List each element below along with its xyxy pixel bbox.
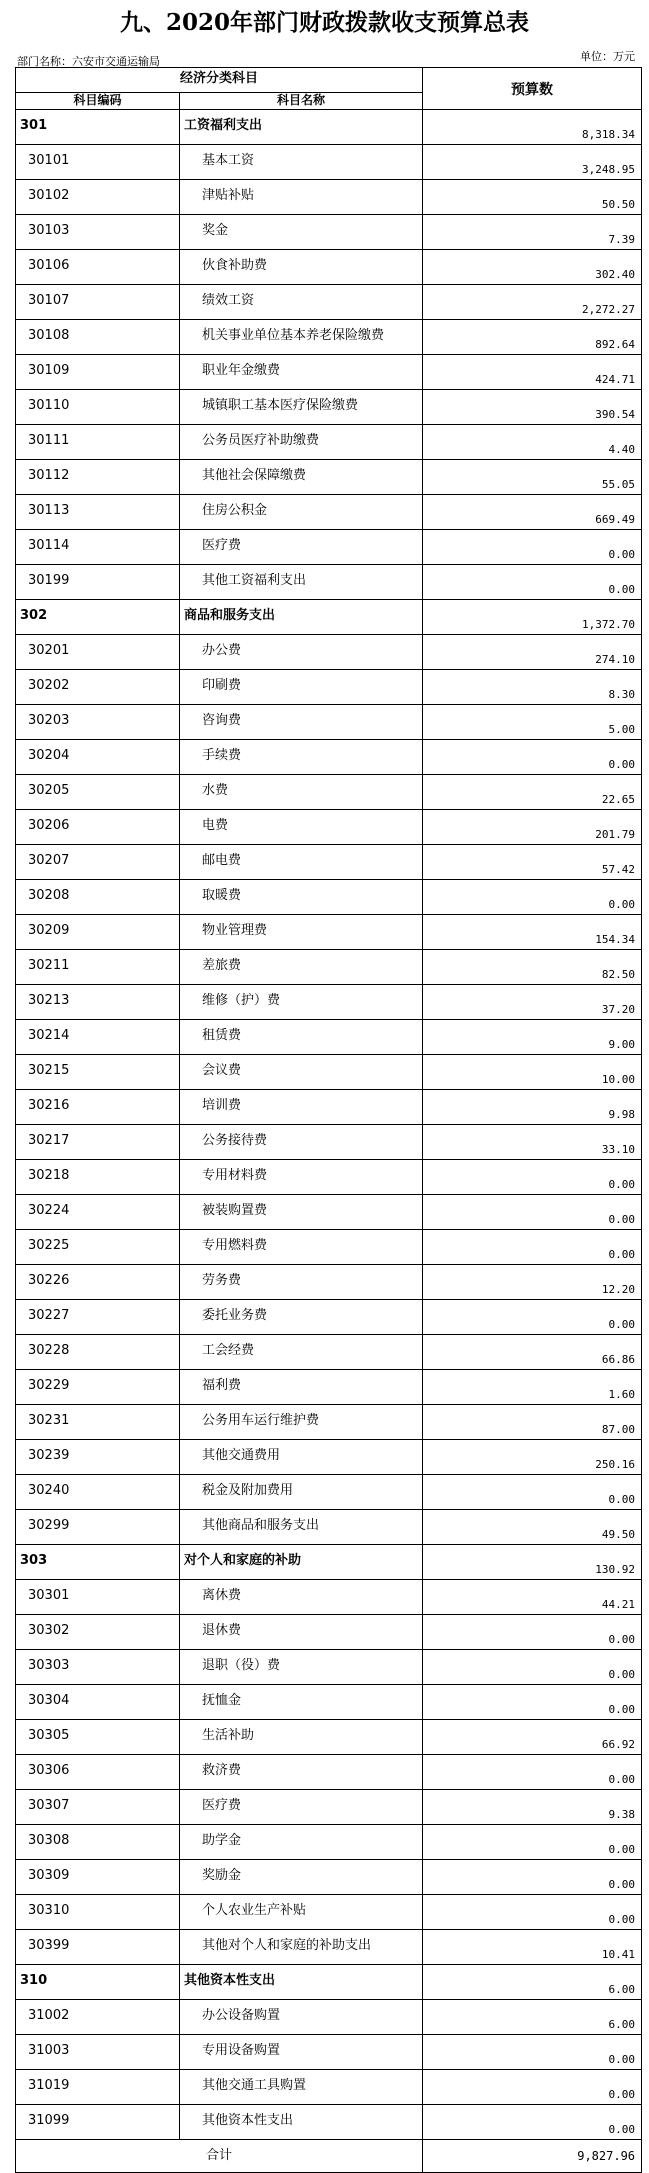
- amount-cell: 7.39: [423, 215, 642, 250]
- code-cell: 30239: [16, 1440, 180, 1475]
- name-cell: 被装购置费: [180, 1195, 423, 1230]
- name-cell: 公务员医疗补助缴费: [180, 425, 423, 460]
- table-row: [16, 495, 642, 530]
- name-cell: 租赁费: [180, 1020, 423, 1055]
- amount-header: 预算数: [423, 68, 642, 110]
- table-row: [16, 1860, 642, 1895]
- amount-cell: 0.00: [423, 2070, 642, 2105]
- name-cell: 其他对个人和家庭的补助支出: [180, 1930, 423, 1965]
- name-cell: 印刷费: [180, 670, 423, 705]
- section-row: [16, 1545, 642, 1580]
- amount-cell: 9.98: [423, 1090, 642, 1125]
- amount-cell: 6.00: [423, 1965, 642, 2000]
- code-cell: 30310: [16, 1895, 180, 1930]
- name-cell: 培训费: [180, 1090, 423, 1125]
- table-row: [16, 845, 642, 880]
- amount-cell: 154.34: [423, 915, 642, 950]
- code-cell: 30199: [16, 565, 180, 600]
- name-cell: 抚恤金: [180, 1685, 423, 1720]
- code-cell: 30302: [16, 1615, 180, 1650]
- code-cell: 30216: [16, 1090, 180, 1125]
- name-cell: 办公设备购置: [180, 2000, 423, 2035]
- table-row: [16, 1825, 642, 1860]
- name-cell: 其他交通工具购置: [180, 2070, 423, 2105]
- name-cell: 专用设备购置: [180, 2035, 423, 2070]
- amount-cell: 9.38: [423, 1790, 642, 1825]
- table-row: [16, 2035, 642, 2070]
- code-cell: 30109: [16, 355, 180, 390]
- code-cell: 30214: [16, 1020, 180, 1055]
- code-cell: 30301: [16, 1580, 180, 1615]
- table-row: [16, 145, 642, 180]
- name-cell: 奖励金: [180, 1860, 423, 1895]
- amount-cell: 250.16: [423, 1440, 642, 1475]
- table-row: [16, 740, 642, 775]
- amount-cell: 0.00: [423, 1300, 642, 1335]
- code-cell: 30231: [16, 1405, 180, 1440]
- amount-cell: 892.64: [423, 320, 642, 355]
- table-row: [16, 1755, 642, 1790]
- header-row-1: [16, 68, 642, 93]
- amount-cell: 66.86: [423, 1335, 642, 1370]
- table-row: [16, 1265, 642, 1300]
- amount-cell: 0.00: [423, 1475, 642, 1510]
- table-row: [16, 1195, 642, 1230]
- amount-cell: 12.20: [423, 1265, 642, 1300]
- amount-cell: 0.00: [423, 1650, 642, 1685]
- amount-cell: 274.10: [423, 635, 642, 670]
- table-row: [16, 670, 642, 705]
- code-cell: 30306: [16, 1755, 180, 1790]
- table-row: [16, 1510, 642, 1545]
- amount-cell: 57.42: [423, 845, 642, 880]
- amount-cell: 0.00: [423, 1160, 642, 1195]
- total-label: 合计: [16, 2140, 423, 2173]
- amount-cell: 0.00: [423, 1825, 642, 1860]
- amount-cell: 44.21: [423, 1580, 642, 1615]
- code-cell: 31003: [16, 2035, 180, 2070]
- table-row: [16, 1440, 642, 1475]
- table-row: [16, 425, 642, 460]
- code-cell: 31099: [16, 2105, 180, 2140]
- amount-cell: 55.05: [423, 460, 642, 495]
- name-cell: 生活补助: [180, 1720, 423, 1755]
- name-cell: 基本工资: [180, 145, 423, 180]
- code-cell: 30240: [16, 1475, 180, 1510]
- amount-cell: 201.79: [423, 810, 642, 845]
- table-row: [16, 2105, 642, 2140]
- name-cell: 会议费: [180, 1055, 423, 1090]
- code-cell: 30209: [16, 915, 180, 950]
- table-row: [16, 880, 642, 915]
- table-row: [16, 810, 642, 845]
- name-cell: 医疗费: [180, 1790, 423, 1825]
- table-row: [16, 1125, 642, 1160]
- table-row: [16, 1160, 642, 1195]
- code-cell: 30304: [16, 1685, 180, 1720]
- name-cell: 福利费: [180, 1370, 423, 1405]
- amount-cell: 8.30: [423, 670, 642, 705]
- code-cell: 30213: [16, 985, 180, 1020]
- amount-cell: 50.50: [423, 180, 642, 215]
- name-cell: 维修（护）费: [180, 985, 423, 1020]
- code-cell: 30106: [16, 250, 180, 285]
- code-cell: 303: [16, 1545, 180, 1580]
- amount-cell: 0.00: [423, 1615, 642, 1650]
- section-row: [16, 600, 642, 635]
- name-cell: 机关事业单位基本养老保险缴费: [180, 320, 423, 355]
- name-cell: 对个人和家庭的补助: [180, 1545, 423, 1580]
- code-cell: 30224: [16, 1195, 180, 1230]
- name-cell: 奖金: [180, 215, 423, 250]
- table-row: [16, 1090, 642, 1125]
- table-row: [16, 1405, 642, 1440]
- name-cell: 离休费: [180, 1580, 423, 1615]
- table-row: [16, 1475, 642, 1510]
- amount-cell: 5.00: [423, 705, 642, 740]
- amount-cell: 0.00: [423, 2035, 642, 2070]
- code-cell: 30112: [16, 460, 180, 495]
- table-row: [16, 1685, 642, 1720]
- table-row: [16, 2070, 642, 2105]
- name-cell: 绩效工资: [180, 285, 423, 320]
- code-cell: 30110: [16, 390, 180, 425]
- code-cell: 30204: [16, 740, 180, 775]
- budget-table-body: [16, 68, 642, 2173]
- amount-cell: 0.00: [423, 2105, 642, 2140]
- code-cell: 30225: [16, 1230, 180, 1265]
- table-row: [16, 775, 642, 810]
- name-cell: 工资福利支出: [180, 110, 423, 145]
- code-cell: 30202: [16, 670, 180, 705]
- name-cell: 伙食补助费: [180, 250, 423, 285]
- table-row: [16, 355, 642, 390]
- code-cell: 30226: [16, 1265, 180, 1300]
- name-cell: 住房公积金: [180, 495, 423, 530]
- code-cell: 30205: [16, 775, 180, 810]
- amount-cell: 0.00: [423, 1195, 642, 1230]
- amount-cell: 669.49: [423, 495, 642, 530]
- code-cell: 30207: [16, 845, 180, 880]
- name-cell: 其他社会保障缴费: [180, 460, 423, 495]
- name-cell: 电费: [180, 810, 423, 845]
- code-cell: 30203: [16, 705, 180, 740]
- code-cell: 30399: [16, 1930, 180, 1965]
- name-cell: 其他交通费用: [180, 1440, 423, 1475]
- code-cell: 30206: [16, 810, 180, 845]
- name-cell: 退休费: [180, 1615, 423, 1650]
- name-cell: 其他商品和服务支出: [180, 1510, 423, 1545]
- name-cell: 劳务费: [180, 1265, 423, 1300]
- table-row: [16, 180, 642, 215]
- code-cell: 30228: [16, 1335, 180, 1370]
- table-row: [16, 1930, 642, 1965]
- amount-cell: 302.40: [423, 250, 642, 285]
- code-cell: 30108: [16, 320, 180, 355]
- amount-cell: 87.00: [423, 1405, 642, 1440]
- table-row: [16, 1650, 642, 1685]
- name-cell: 专用燃料费: [180, 1230, 423, 1265]
- table-row: [16, 530, 642, 565]
- amount-cell: 0.00: [423, 880, 642, 915]
- code-cell: 30103: [16, 215, 180, 250]
- name-cell: 其他工资福利支出: [180, 565, 423, 600]
- name-cell: 其他资本性支出: [180, 1965, 423, 2000]
- amount-cell: 1.60: [423, 1370, 642, 1405]
- amount-cell: 0.00: [423, 530, 642, 565]
- amount-cell: 6.00: [423, 2000, 642, 2035]
- code-cell: 31002: [16, 2000, 180, 2035]
- amount-cell: 2,272.27: [423, 285, 642, 320]
- amount-cell: 0.00: [423, 1755, 642, 1790]
- name-cell: 个人农业生产补贴: [180, 1895, 423, 1930]
- amount-cell: 390.54: [423, 390, 642, 425]
- amount-cell: 4.40: [423, 425, 642, 460]
- unit-label: 单位：万元: [580, 50, 635, 63]
- amount-cell: 0.00: [423, 1860, 642, 1895]
- name-cell: 其他资本性支出: [180, 2105, 423, 2140]
- code-cell: 30114: [16, 530, 180, 565]
- table-row: [16, 915, 642, 950]
- name-cell: 城镇职工基本医疗保险缴费: [180, 390, 423, 425]
- table-row: [16, 1580, 642, 1615]
- name-cell: 公务接待费: [180, 1125, 423, 1160]
- amount-cell: 0.00: [423, 565, 642, 600]
- amount-cell: 0.00: [423, 1685, 642, 1720]
- table-row: [16, 565, 642, 600]
- name-cell: 公务用车运行维护费: [180, 1405, 423, 1440]
- table-row: [16, 1370, 642, 1405]
- name-cell: 津贴补贴: [180, 180, 423, 215]
- name-cell: 专用材料费: [180, 1160, 423, 1195]
- budget-table: [15, 67, 642, 2173]
- table-row: [16, 460, 642, 495]
- name-cell: 医疗费: [180, 530, 423, 565]
- name-cell: 委托业务费: [180, 1300, 423, 1335]
- code-cell: 30101: [16, 145, 180, 180]
- amount-cell: 10.00: [423, 1055, 642, 1090]
- total-row: [16, 2140, 642, 2173]
- table-row: [16, 215, 642, 250]
- table-row: [16, 2000, 642, 2035]
- name-cell: 物业管理费: [180, 915, 423, 950]
- code-cell: 302: [16, 600, 180, 635]
- page-title: 九、2020年部门财政拨款收支预算总表: [119, 9, 529, 36]
- amount-cell: 0.00: [423, 1230, 642, 1265]
- name-cell: 工会经费: [180, 1335, 423, 1370]
- table-row: [16, 320, 642, 355]
- table-row: [16, 1055, 642, 1090]
- amount-cell: 0.00: [423, 740, 642, 775]
- amount-cell: 8,318.34: [423, 110, 642, 145]
- code-cell: 30211: [16, 950, 180, 985]
- code-cell: 30215: [16, 1055, 180, 1090]
- code-cell: 30111: [16, 425, 180, 460]
- table-row: [16, 1615, 642, 1650]
- name-cell: 商品和服务支出: [180, 600, 423, 635]
- code-cell: 30307: [16, 1790, 180, 1825]
- code-cell: 30227: [16, 1300, 180, 1335]
- code-cell: 30308: [16, 1825, 180, 1860]
- table-row: [16, 1790, 642, 1825]
- table-row: [16, 705, 642, 740]
- code-cell: 30217: [16, 1125, 180, 1160]
- code-cell: 31019: [16, 2070, 180, 2105]
- code-cell: 30299: [16, 1510, 180, 1545]
- name-cell: 邮电费: [180, 845, 423, 880]
- name-cell: 差旅费: [180, 950, 423, 985]
- amount-cell: 1,372.70: [423, 600, 642, 635]
- amount-cell: 37.20: [423, 985, 642, 1020]
- name-cell: 手续费: [180, 740, 423, 775]
- table-row: [16, 950, 642, 985]
- amount-cell: 10.41: [423, 1930, 642, 1965]
- code-cell: 30107: [16, 285, 180, 320]
- table-row: [16, 1020, 642, 1055]
- name-cell: 水费: [180, 775, 423, 810]
- code-cell: 30303: [16, 1650, 180, 1685]
- name-cell: 取暖费: [180, 880, 423, 915]
- name-header: 科目名称: [180, 93, 423, 110]
- amount-cell: 0.00: [423, 1895, 642, 1930]
- name-cell: 退职（役）费: [180, 1650, 423, 1685]
- section-row: [16, 110, 642, 145]
- table-row: [16, 250, 642, 285]
- code-cell: 30218: [16, 1160, 180, 1195]
- code-cell: 30309: [16, 1860, 180, 1895]
- amount-cell: 3,248.95: [423, 145, 642, 180]
- table-row: [16, 985, 642, 1020]
- section-row: [16, 1965, 642, 2000]
- table-row: [16, 390, 642, 425]
- code-cell: 30113: [16, 495, 180, 530]
- department-name: 部门名称：六安市交通运输局: [17, 55, 160, 68]
- code-cell: 30201: [16, 635, 180, 670]
- amount-cell: 49.50: [423, 1510, 642, 1545]
- amount-cell: 33.10: [423, 1125, 642, 1160]
- amount-cell: 66.92: [423, 1720, 642, 1755]
- amount-cell: 9.00: [423, 1020, 642, 1055]
- table-row: [16, 1895, 642, 1930]
- code-cell: 30229: [16, 1370, 180, 1405]
- table-row: [16, 1230, 642, 1265]
- code-cell: 30305: [16, 1720, 180, 1755]
- amount-cell: 424.71: [423, 355, 642, 390]
- table-row: [16, 285, 642, 320]
- code-cell: 30102: [16, 180, 180, 215]
- table-row: [16, 1300, 642, 1335]
- category-header: 经济分类科目: [16, 68, 423, 93]
- table-row: [16, 635, 642, 670]
- name-cell: 助学金: [180, 1825, 423, 1860]
- amount-cell: 22.65: [423, 775, 642, 810]
- name-cell: 办公费: [180, 635, 423, 670]
- name-cell: 咨询费: [180, 705, 423, 740]
- amount-cell: 130.92: [423, 1545, 642, 1580]
- code-cell: 301: [16, 110, 180, 145]
- total-amount: 9,827.96: [423, 2140, 642, 2173]
- code-cell: 310: [16, 1965, 180, 2000]
- code-cell: 30208: [16, 880, 180, 915]
- name-cell: 职业年金缴费: [180, 355, 423, 390]
- code-header: 科目编码: [16, 93, 180, 110]
- table-row: [16, 1335, 642, 1370]
- name-cell: 税金及附加费用: [180, 1475, 423, 1510]
- name-cell: 救济费: [180, 1755, 423, 1790]
- amount-cell: 82.50: [423, 950, 642, 985]
- table-row: [16, 1720, 642, 1755]
